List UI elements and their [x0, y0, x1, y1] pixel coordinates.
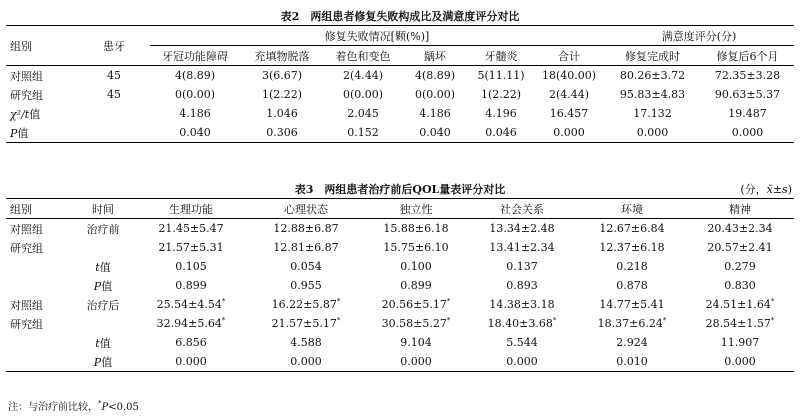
table2-row-label: 研究组: [10, 88, 43, 102]
table3-cell: 15.75±6.10: [383, 241, 449, 254]
table2-row: [6, 104, 794, 123]
table2-failure-header: 修复失败情况[颗(%)]: [150, 26, 604, 46]
table3-cell: 14.38±3.18: [489, 298, 555, 311]
table2-cell: 0.046: [485, 126, 517, 139]
table3-row: [6, 352, 794, 372]
table3-header-4: 独立性: [399, 202, 433, 216]
table2-subheader-0: 牙冠功能障碍: [162, 49, 228, 63]
table2-subheader-4: 牙髓炎: [484, 49, 518, 63]
table3-time-cell: [70, 238, 136, 257]
table3-group-cell: [6, 257, 70, 276]
table2-row-label: 对照组: [10, 69, 43, 83]
table3-cell: 0.955: [290, 279, 322, 292]
table3-cell: 12.37±6.18: [599, 241, 665, 254]
table3-cell: 0.137: [506, 260, 538, 273]
table2-subheader-6: 修复完成时: [625, 49, 680, 63]
table3-header-0: 组别: [10, 202, 32, 216]
table-footnote: 注：与治疗前比较，*P<0.05: [8, 399, 139, 413]
table3-cell: 0.893: [506, 279, 538, 292]
table3-cell: 0.878: [616, 279, 648, 292]
table3-caption: 表3 两组患者治疗前后QOL量表评分对比: [294, 183, 506, 196]
table2-cell: 90.63±5.37: [714, 88, 781, 101]
table3-cell: 5.544: [506, 336, 538, 349]
table3-cell: 0.000: [400, 355, 432, 368]
table2-cell: 0(0.00): [342, 88, 384, 101]
table2-subheader-1: 充填物脱落: [254, 49, 310, 63]
table2-cell: 4.196: [485, 107, 517, 120]
table2-cell: 80.26±3.72: [619, 69, 686, 82]
table2-cell: 2(4.44): [548, 88, 590, 101]
table3-cell: 0.000: [290, 355, 322, 368]
table3-cell: 21.45±5.47: [158, 222, 224, 235]
table3-cell: 24.51±1.64*: [705, 297, 775, 311]
table3-cell: 13.34±2.48: [489, 222, 555, 235]
table2-cell: 0(0.00): [174, 88, 216, 101]
table3-cell: 4.588: [290, 336, 322, 349]
table2-teeth-cell: 45: [107, 88, 121, 101]
table3-cell: 0.100: [400, 260, 432, 273]
table3-cell: 30.58±5.27*: [381, 316, 451, 330]
table3-time-cell: 治疗后: [86, 298, 120, 312]
table3-group-cell: [6, 333, 70, 352]
table3-row: [6, 295, 794, 314]
table3-cell: 11.907: [720, 336, 760, 349]
table3-cell: 6.856: [175, 336, 207, 349]
table2-cell: 0.152: [347, 126, 379, 139]
table3-cell: 0.279: [724, 260, 756, 273]
table3-cell: 20.43±2.34: [707, 222, 773, 235]
table3-row: [6, 333, 794, 352]
table2-subheader-2: 着色和变色: [335, 49, 391, 63]
table2-cell: 4.186: [179, 107, 211, 120]
table3-cell: 20.57±2.41: [707, 241, 773, 254]
table3-cell: 9.104: [400, 336, 432, 349]
table3-cell: 0.000: [175, 355, 207, 368]
table2-cell: 0.306: [266, 126, 298, 139]
table3-time-cell: [70, 314, 136, 333]
table3-cell: 20.56±5.17*: [381, 297, 451, 311]
table3-group-cell: [6, 352, 70, 372]
table2-cell: 3(6.67): [261, 69, 303, 82]
table3-group-cell: 研究组: [10, 317, 43, 331]
table3-cell: 32.94±5.64*: [156, 316, 226, 330]
table2-cell: 2(4.44): [342, 69, 384, 82]
table3-header-2: 生理功能: [169, 202, 213, 216]
table3-unit: (分，x̄±s): [740, 183, 792, 196]
table2-cell: 95.83±4.83: [619, 88, 686, 101]
table3-cell: 28.54±1.57*: [705, 316, 775, 330]
table3-cell: 14.77±5.41: [599, 298, 665, 311]
table3-cell: 12.67±6.84: [599, 222, 665, 235]
table3-cell: 0.105: [175, 260, 207, 273]
table2-cell: 0.040: [419, 126, 451, 139]
table3-time-cell: P值: [93, 355, 113, 369]
table3-cell: 2.924: [616, 336, 648, 349]
table2-cell: 72.35±3.28: [714, 69, 781, 82]
table3-header-7: 精神: [729, 202, 751, 216]
table3-cell: 0.218: [616, 260, 648, 273]
table3-header-5: 社会关系: [500, 202, 544, 216]
table3-cell: 0.899: [175, 279, 207, 292]
table3-cell: 18.40±3.68*: [487, 316, 557, 330]
table2-cell: 4.186: [419, 107, 451, 120]
table2-row-label: P值: [10, 126, 29, 140]
table2-cell: 0.040: [179, 126, 211, 139]
table3-cell: 13.41±2.34: [489, 241, 555, 254]
table3-row: [6, 314, 794, 333]
table2-cell: 5(11.11): [477, 69, 525, 82]
table2-cell: 1(2.22): [480, 88, 522, 101]
table2-cell: 19.487: [728, 107, 767, 120]
table3-time-cell: P值: [93, 279, 113, 293]
table3-time-cell: 治疗前: [86, 222, 120, 236]
table2-row: [6, 85, 794, 104]
table3-cell: 16.22±5.87*: [271, 297, 341, 311]
table3-group-cell: 研究组: [10, 241, 43, 255]
table2-cell: 0.000: [636, 126, 669, 139]
table3-header-row: [6, 199, 794, 219]
table3-cell: 12.81±6.87: [273, 241, 339, 254]
table2-group-header: 组别: [6, 26, 78, 66]
table3-time-cell: t值: [95, 260, 111, 274]
table3-cell: 18.37±6.24*: [597, 316, 667, 330]
table3-cell: 0.010: [616, 355, 648, 368]
table2-teeth-header: 患牙: [78, 26, 150, 66]
table3-cell: 0.054: [290, 260, 322, 273]
table3-cell: 21.57±5.17*: [271, 316, 341, 330]
table3-row: [6, 257, 794, 276]
table3-cell: 25.54±4.54*: [156, 297, 226, 311]
table2-subheader-3: 龋坏: [424, 49, 446, 63]
table2-teeth-cell: 45: [107, 69, 121, 82]
table2-caption: 表2 两组患者修复失败构成比及满意度评分对比: [280, 10, 520, 23]
table2-cell: 0(0.00): [414, 88, 456, 101]
table2-cell: 16.457: [549, 107, 589, 120]
table3-cell: 0.830: [724, 279, 756, 292]
table2-cell: 1(2.22): [261, 88, 303, 101]
table3-cell: 21.57±5.31: [158, 241, 224, 254]
table3-cell: 0.000: [506, 355, 538, 368]
table2-cell: 0.000: [731, 126, 764, 139]
table3-cell: 0.000: [724, 355, 756, 368]
table2-teeth-cell: [78, 104, 150, 123]
table2: [6, 25, 794, 143]
table2-cell: 18(40.00): [541, 69, 597, 82]
table3-group-cell: [6, 276, 70, 295]
table2-row: [6, 123, 794, 143]
table2-cell: 2.045: [347, 107, 379, 120]
table3: [6, 198, 794, 372]
table3-cell: 0.899: [400, 279, 432, 292]
table2-satisfaction-header: 满意度评分(分): [604, 26, 794, 46]
table3-time-cell: t值: [95, 336, 111, 350]
table3-row: [6, 276, 794, 295]
table2-row: [6, 66, 794, 86]
table2-cell: 1.046: [266, 107, 298, 120]
table3-row: [6, 219, 794, 239]
table3-header-3: 心理状态: [284, 202, 328, 216]
table2-teeth-cell: [78, 123, 150, 143]
table2-row-label: χ²/t值: [10, 107, 41, 121]
table3-group-cell: 对照组: [10, 298, 43, 312]
table3-group-cell: 对照组: [10, 222, 43, 236]
table2-cell: 4(8.89): [414, 69, 456, 82]
table2-subheader-7: 修复后6个月: [716, 49, 779, 63]
table3-row: [6, 238, 794, 257]
table2-cell: 4(8.89): [174, 69, 216, 82]
table2-cell: 17.132: [633, 107, 672, 120]
table2-cell: 0.000: [553, 126, 585, 139]
table3-cell: 15.88±6.18: [383, 222, 449, 235]
table2-subheader-5: 合计: [558, 49, 580, 63]
table3-header-6: 环境: [621, 202, 643, 216]
table3-cell: 12.88±6.87: [273, 222, 339, 235]
table3-header-1: 时间: [92, 202, 114, 216]
